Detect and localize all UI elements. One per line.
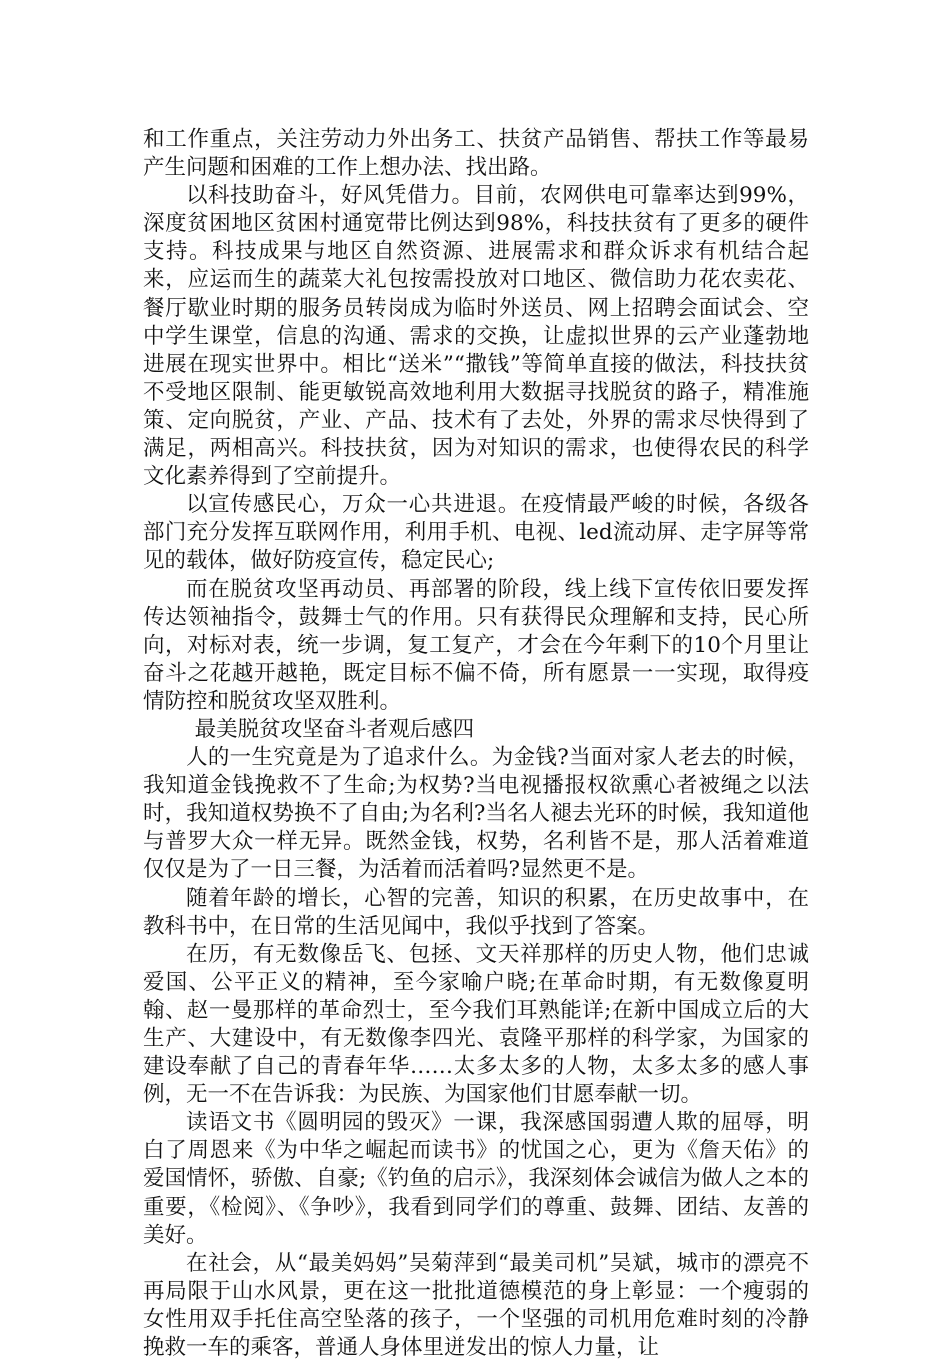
paragraph-continuation: 和工作重点，关注劳动力外出务工、扶贫产品销售、帮扶工作等最易产生问题和困难的工作上想办法、找出路。 (143, 127, 809, 181)
paragraph-remobilization: 而在脱贫攻坚再动员、再部署的阶段，线上线下宣传依旧要发挥传达领袖指令，鼓舞士气的作用。只有获得民众理解和支持，民心所向，对标对表，统一步调，复工复产，才会在今年剩下的10个月里让奋斗之花越开越艳，既定目标不偏不倚，所有愿景一一实现，取得疫情防控和脱贫攻坚双胜利。 (143, 576, 809, 714)
paragraph-history: 在历，有无数像岳飞、包拯、文天祥那样的历史人物，他们忠诚爱国、公平正义的精神，至今家喻户晓;在革命时期，有无数像夏明翰、赵一曼那样的革命烈士，至今我们耳熟能详;在新中国成立后的大生产、大建设中，有无数像李四光、袁隆平那样的科学家，为国家的建设奉献了自己的青春年华……太多太多的人物，太多太多的感人事例，无一不在告诉我：为民族、为国家他们甘愿奉献一切。 (143, 941, 809, 1108)
section-heading: 最美脱贫攻坚奋斗者观后感四 (194, 716, 475, 742)
paragraph-life-pursuit: 人的一生究竟是为了追求什么。为金钱?当面对家人老去的时候，我知道金钱挽救不了生命;为权势?当电视播报权欲熏心者被绳之以法时，我知道权势换不了自由;为名利?当名人褪去光环的时候，我知道他与普罗大众一样无异。既然金钱，权势，名利皆不是，那人活着难道仅仅是为了一日三餐，为活着而活着吗?显然更不是。 (143, 745, 809, 883)
paragraph-society: 在社会，从“最美妈妈”吴菊萍到“最美司机”吴斌，城市的漂亮不再局限于山水风景，更在这一批批道德模范的身上彰显：一个瘦弱的女性用双手托住高空坠落的孩子，一个坚强的司机用危难时刻的冷静挽救一车的乘客，普通人身体里迸发出的惊人力量，让 (143, 1250, 809, 1361)
document-page (143, 126, 809, 1362)
paragraph-publicity: 以宣传感民心，万众一心共进退。在疫情最严峻的时候，各级各部门充分发挥互联网作用，利用手机、电视、led流动屏、走字屏等常见的载体，做好防疫宣传，稳定民心; (143, 492, 809, 574)
paragraph-tech-poverty: 以科技助奋斗，好风凭借力。目前，农网供电可靠率达到99%，深度贫困地区贫困村通宽带比例达到98%，科技扶贫有了更多的硬件支持。科技成果与地区自然资源、进展需求和群众诉求有机结合起来，应运而生的蔬菜大礼包按需投放对口地区、微信助力花农卖花、餐厅歇业时期的服务员转岗成为临时外送员、网上招聘会面试会、空中学生课堂，信息的沟通、需求的交换，让虚拟世界的云产业蓬勃地进展在现实世界中。相比“送米”“撒钱”等简单直接的做法，科技扶贫不受地区限制、能更敏锐高效地利用大数据寻找脱贫的路子，精准施策、定向脱贫，产业、产品、技术有了去处，外界的需求尽快得到了满足，两相高兴。科技扶贫，因为对知识的需求，也使得农民的科学文化素养得到了空前提升。 (143, 183, 809, 490)
paragraph-textbook: 读语文书《圆明园的毁灭》一课，我深感国弱遭人欺的屈辱，明白了周恩来《为中华之崛起而读书》的忧国之心，更为《詹天佑》的爱国情怀，骄傲、自豪;《钓鱼的启示》，我深刻体会诚信为做人之本的重要，《检阅》、《争吵》，我看到同学们的尊重、鼓舞、团结、友善的美好。 (143, 1110, 809, 1248)
paragraph-growth: 随着年龄的增长，心智的完善，知识的积累，在历史故事中，在教科书中，在日常的生活见闻中，我似乎找到了答案。 (143, 885, 809, 939)
